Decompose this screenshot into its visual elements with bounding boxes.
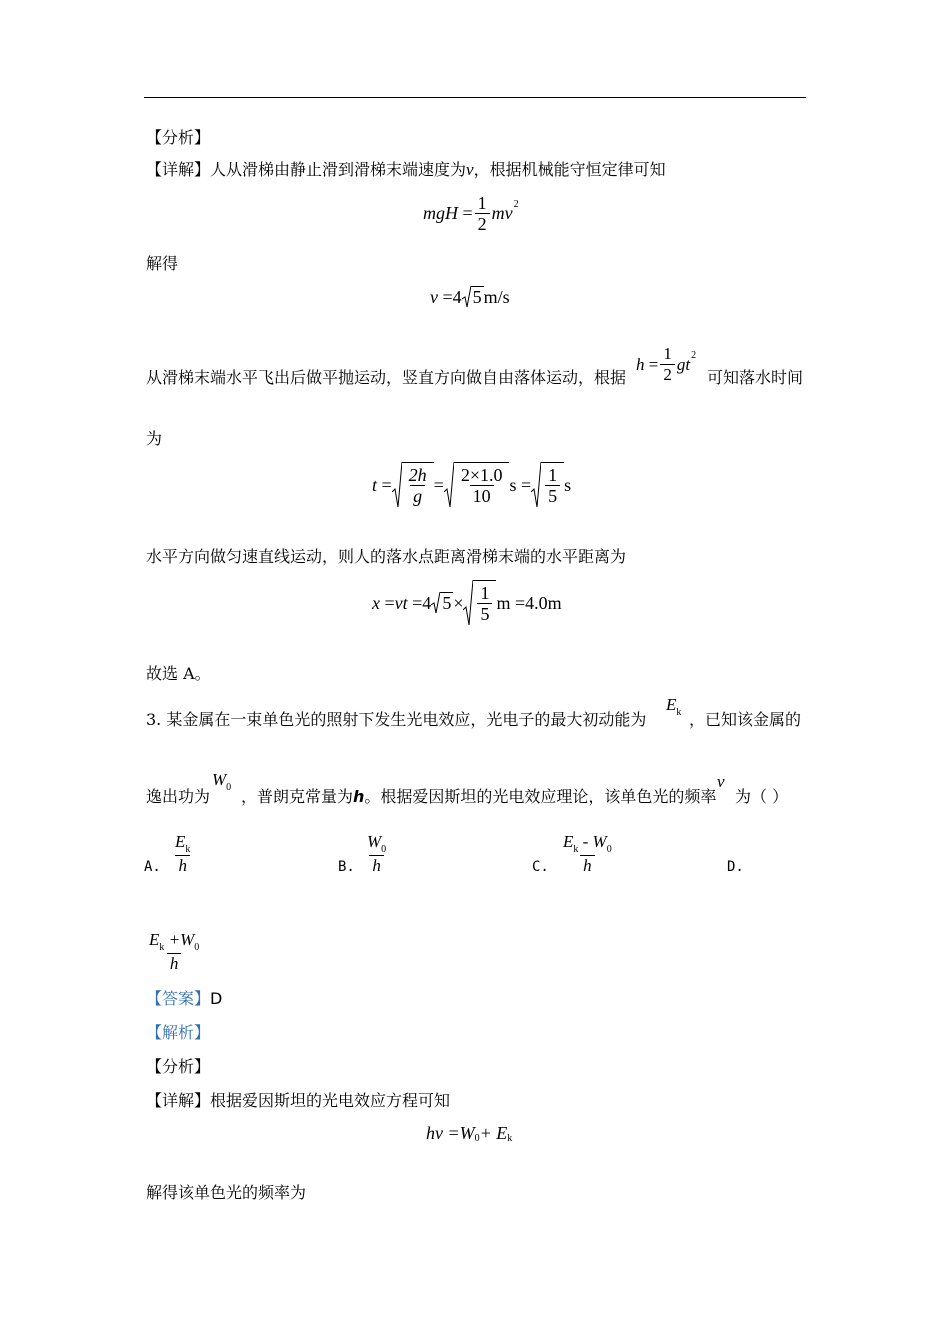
question-3-line1-tail: ，已知该金属的 [689, 710, 802, 729]
answer-line: 【答案】D [146, 989, 223, 1008]
projectile-paragraph-end: 为 [146, 429, 163, 448]
option-a-fraction[interactable]: $\frac{E_k}{h}$ [175, 832, 191, 875]
solve-label: 解得 [146, 254, 179, 273]
symbol-W0: $W_0$ [212, 770, 232, 793]
formula-horizontal-distance: x = vt =4 5 × $\frac{1}{5}$ m =4.0m [372, 580, 562, 626]
formula-energy-conservation: mgH = $\frac{1}{2}$ mv 2 [423, 193, 519, 234]
question-3-line2: 逸出功为 [146, 787, 211, 806]
symbol-nu: ν [717, 772, 725, 791]
projectile-paragraph: 从滑梯末端水平飞出后做平抛运动，竖直方向做自由落体运动，根据 [146, 368, 627, 387]
conclusion: 故选 A。 [146, 664, 211, 683]
formula-velocity: v =4 5 m/s [430, 286, 510, 307]
question-3-line2-mid: ，普朗克常量为h。根据爱因斯坦的光电效应理论，该单色光的频率 [241, 787, 717, 806]
explanation-heading: 【解析】 [146, 1023, 211, 1042]
option-d-label[interactable]: D. [727, 859, 744, 875]
detail-paragraph: 【详解】人从滑梯由静止滑到滑梯末端速度为v，根据机械能守恒定律可知 [146, 160, 666, 179]
question-3-line1: 3. 某金属在一束单色光的照射下发生光电效应，光电子的最大初动能为 [146, 710, 647, 729]
analysis-heading: 【分析】 [146, 128, 211, 147]
formula-free-fall-inline: h = $\frac{1}{2}$ gt 2 [636, 344, 697, 384]
formula-photoelectric: hν =W 0 + E k [426, 1123, 513, 1144]
option-d-fraction[interactable]: $\frac{E_k +W_0}{h}$ [149, 930, 200, 973]
option-b-label[interactable]: B. [338, 859, 355, 875]
symbol-Ek: $E_k$ [666, 695, 682, 718]
projectile-paragraph-tail: 可知落水时间 [707, 368, 804, 387]
option-b-fraction[interactable]: $\frac{W_0}{h}$ [367, 832, 387, 875]
header-rule [144, 97, 806, 98]
final-line: 解得该单色光的频率为 [146, 1183, 307, 1202]
option-c-label[interactable]: C. [532, 859, 549, 875]
option-c-fraction[interactable]: $\frac{E_k - W_0}{h}$ [563, 832, 612, 875]
analysis-heading-2: 【分析】 [146, 1057, 211, 1076]
detail-paragraph-2: 【详解】根据爱因斯坦的光电效应方程可知 [146, 1091, 451, 1110]
horizontal-paragraph: 水平方向做匀速直线运动，则人的落水点距离滑梯末端的水平距离为 [146, 547, 627, 566]
question-3-line2-tail: 为（ ） [735, 787, 789, 806]
formula-fall-time: t = $\frac{2h}{g}$ = $\frac{2\times 1.0}{10}$ s = $\frac{1}{5}$ s [372, 462, 571, 508]
option-a-label[interactable]: A. [144, 859, 161, 875]
